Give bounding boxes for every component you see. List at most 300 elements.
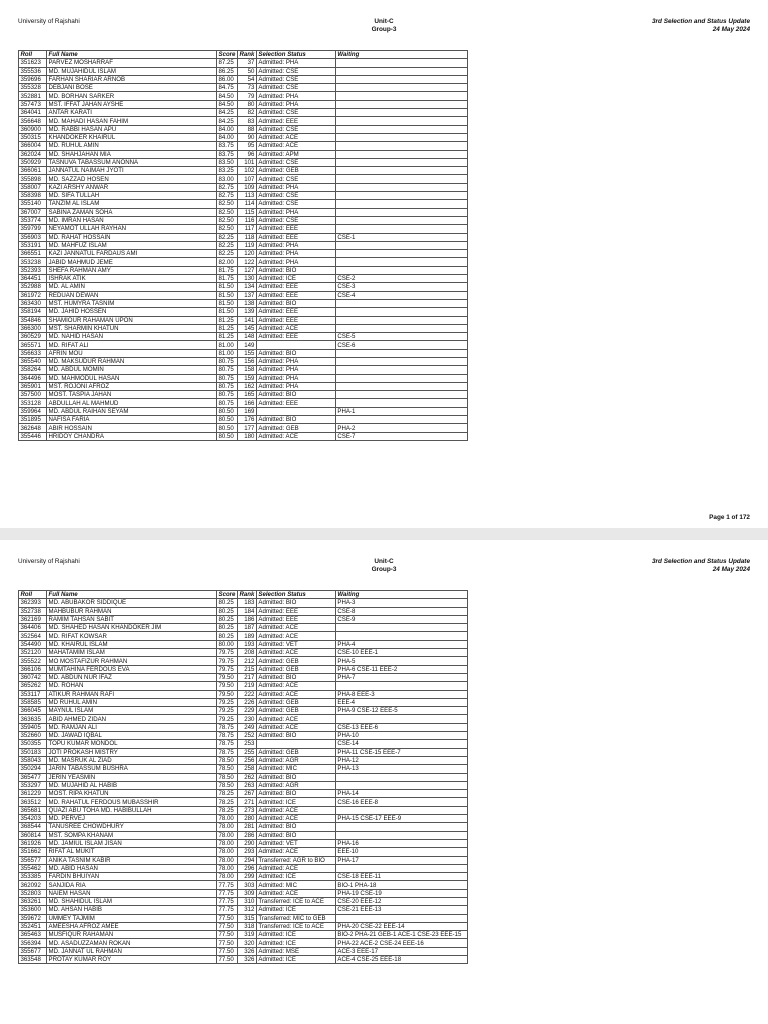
roll-cell: 354846 bbox=[19, 316, 47, 324]
name-cell: KAZI ARSHY ANWAR bbox=[47, 183, 217, 191]
waiting-cell bbox=[335, 864, 467, 872]
status-cell: Admitted: GEB bbox=[256, 698, 335, 706]
roll-cell: 356577 bbox=[19, 856, 47, 864]
waiting-cell bbox=[335, 133, 467, 141]
status-cell: Admitted: ACE bbox=[256, 715, 335, 723]
score-cell: 80.25 bbox=[217, 599, 238, 607]
roll-cell: 355677 bbox=[19, 947, 47, 955]
table-row bbox=[19, 59, 468, 67]
waiting-cell: CSE-4 bbox=[335, 291, 467, 299]
table-row bbox=[19, 216, 468, 224]
roll-cell: 352881 bbox=[19, 92, 47, 100]
name-cell: ANTAR KARATI bbox=[47, 109, 217, 117]
score-cell: 82.25 bbox=[217, 233, 238, 241]
status-cell: Admitted: GEB bbox=[256, 665, 335, 673]
score-cell: 78.75 bbox=[217, 740, 238, 748]
status-cell: Admitted: ACE bbox=[256, 690, 335, 698]
update-heading bbox=[652, 18, 750, 34]
score-cell: 82.50 bbox=[217, 208, 238, 216]
table-row bbox=[19, 316, 468, 324]
score-cell: 77.50 bbox=[217, 956, 238, 964]
roll-cell: 366004 bbox=[19, 142, 47, 150]
table-row bbox=[19, 133, 468, 141]
roll-cell: 358194 bbox=[19, 308, 47, 316]
name-cell: JABID MAHMUD JEME bbox=[47, 258, 217, 266]
score-cell: 84.50 bbox=[217, 92, 238, 100]
table-row bbox=[19, 241, 468, 249]
waiting-cell bbox=[335, 167, 467, 175]
waiting-cell bbox=[335, 183, 467, 191]
score-cell: 82.75 bbox=[217, 183, 238, 191]
name-cell: HRIDOY CHANDRA bbox=[47, 432, 217, 440]
waiting-cell bbox=[335, 92, 467, 100]
group-label: Group-3 bbox=[371, 566, 397, 574]
table-row bbox=[19, 632, 468, 640]
roll-cell: 357500 bbox=[19, 391, 47, 399]
roll-cell: 353774 bbox=[19, 216, 47, 224]
rank-cell: 102 bbox=[238, 167, 257, 175]
waiting-cell: PHA-14 bbox=[335, 790, 467, 798]
university-name: University of Rajshahi bbox=[18, 558, 80, 565]
roll-cell: 367007 bbox=[19, 208, 47, 216]
score-cell: 79.25 bbox=[217, 715, 238, 723]
col-full-name: Full Name bbox=[47, 591, 217, 599]
waiting-cell: CSE-5 bbox=[335, 333, 467, 341]
table-row bbox=[19, 299, 468, 307]
roll-cell: 352393 bbox=[19, 266, 47, 274]
rank-cell: 95 bbox=[238, 142, 257, 150]
table-row bbox=[19, 399, 468, 407]
name-cell: MD. PERVEJ bbox=[47, 815, 217, 823]
roll-cell: 354203 bbox=[19, 815, 47, 823]
name-cell: QUAZI ABU TOHA MD. HABIBULLAH bbox=[47, 806, 217, 814]
name-cell: MD. AHSAN HABIB bbox=[47, 906, 217, 914]
rank-cell: 184 bbox=[238, 607, 257, 615]
status-cell: Admitted: ICE bbox=[256, 906, 335, 914]
roll-cell: 363512 bbox=[19, 798, 47, 806]
table-row bbox=[19, 84, 468, 92]
name-cell: MD. RAHAT HOSSAIN bbox=[47, 233, 217, 241]
score-cell: 79.75 bbox=[217, 657, 238, 665]
rank-cell: 134 bbox=[238, 283, 257, 291]
score-cell: 82.25 bbox=[217, 250, 238, 258]
roll-cell: 350355 bbox=[19, 740, 47, 748]
table-row bbox=[19, 324, 468, 332]
waiting-cell bbox=[335, 632, 467, 640]
name-cell: MD. MAKSUDUR RAHMAN bbox=[47, 357, 217, 365]
name-cell: MD. RABBI HASAN APU bbox=[47, 125, 217, 133]
status-cell: Admitted: CSE bbox=[256, 84, 335, 92]
roll-cell: 365463 bbox=[19, 931, 47, 939]
status-cell: Admitted: AGR bbox=[256, 781, 335, 789]
table-row bbox=[19, 150, 468, 158]
name-cell: NAIEM HASAN bbox=[47, 889, 217, 897]
unit-label: Unit-C bbox=[374, 18, 394, 25]
status-cell: Admitted: CSE bbox=[256, 192, 335, 200]
name-cell: ABIR HOSSAIN bbox=[47, 424, 217, 432]
status-cell: Transferred: ICE to ACE bbox=[256, 897, 335, 905]
rank-cell: 90 bbox=[238, 133, 257, 141]
status-cell: Admitted: CSE bbox=[256, 75, 335, 83]
table-row bbox=[19, 756, 468, 764]
table-row bbox=[19, 109, 468, 117]
status-cell: Admitted: ICE bbox=[256, 798, 335, 806]
table-row bbox=[19, 906, 468, 914]
waiting-cell: CSE-1 bbox=[335, 233, 467, 241]
waiting-cell: PHA-19 CSE-19 bbox=[335, 889, 467, 897]
status-cell: Admitted: BIO bbox=[256, 790, 335, 798]
table-row bbox=[19, 258, 468, 266]
rank-cell: 262 bbox=[238, 773, 257, 781]
score-cell: 77.50 bbox=[217, 931, 238, 939]
roll-cell: 364451 bbox=[19, 275, 47, 283]
rank-cell: 73 bbox=[238, 84, 257, 92]
table-row bbox=[19, 357, 468, 365]
roll-cell: 352564 bbox=[19, 632, 47, 640]
rank-cell: 113 bbox=[238, 192, 257, 200]
rank-cell: 294 bbox=[238, 856, 257, 864]
status-cell: Transferred: ICE to ACE bbox=[256, 922, 335, 930]
status-cell: Admitted: BIO bbox=[256, 299, 335, 307]
waiting-cell bbox=[335, 715, 467, 723]
score-cell: 83.75 bbox=[217, 150, 238, 158]
rank-cell: 255 bbox=[238, 748, 257, 756]
waiting-cell bbox=[335, 175, 467, 183]
unit-group-heading bbox=[18, 558, 750, 574]
roll-cell: 365540 bbox=[19, 357, 47, 365]
rank-cell: 88 bbox=[238, 125, 257, 133]
rank-cell: 315 bbox=[238, 914, 257, 922]
roll-cell: 364406 bbox=[19, 624, 47, 632]
rank-cell: 96 bbox=[238, 150, 257, 158]
status-cell: Admitted: EEE bbox=[256, 233, 335, 241]
score-cell: 80.75 bbox=[217, 366, 238, 374]
rank-cell: 217 bbox=[238, 673, 257, 681]
name-cell: ABDULLAH AL MAHMUD bbox=[47, 399, 217, 407]
table-row bbox=[19, 158, 468, 166]
rank-cell: 116 bbox=[238, 216, 257, 224]
score-cell: 80.00 bbox=[217, 640, 238, 648]
score-cell: 79.50 bbox=[217, 673, 238, 681]
score-cell: 80.50 bbox=[217, 416, 238, 424]
name-cell: RIFAT AL MUKIT bbox=[47, 848, 217, 856]
score-cell: 78.00 bbox=[217, 864, 238, 872]
status-cell: Admitted: ACE bbox=[256, 432, 335, 440]
roll-cell: 355140 bbox=[19, 200, 47, 208]
score-cell: 78.50 bbox=[217, 756, 238, 764]
table-row bbox=[19, 100, 468, 108]
roll-cell: 366300 bbox=[19, 324, 47, 332]
score-cell: 77.75 bbox=[217, 889, 238, 897]
roll-cell: 356903 bbox=[19, 233, 47, 241]
rank-cell: 222 bbox=[238, 690, 257, 698]
waiting-cell bbox=[335, 366, 467, 374]
waiting-cell bbox=[335, 192, 467, 200]
name-cell: MD. ASADUZZAMAN ROKAN bbox=[47, 939, 217, 947]
rank-cell: 155 bbox=[238, 349, 257, 357]
score-cell: 78.50 bbox=[217, 765, 238, 773]
rank-cell: 258 bbox=[238, 765, 257, 773]
waiting-cell bbox=[335, 349, 467, 357]
name-cell: MAHATAMIM ISLAM bbox=[47, 649, 217, 657]
name-cell: ATIKUR RAHMAN RAFI bbox=[47, 690, 217, 698]
table-row bbox=[19, 200, 468, 208]
rank-cell: 156 bbox=[238, 357, 257, 365]
rank-cell: 117 bbox=[238, 225, 257, 233]
score-cell: 82.25 bbox=[217, 241, 238, 249]
rank-cell: 312 bbox=[238, 906, 257, 914]
rank-cell: 109 bbox=[238, 183, 257, 191]
col-waiting: Waiting bbox=[335, 51, 467, 59]
waiting-cell bbox=[335, 100, 467, 108]
table-body bbox=[19, 599, 468, 964]
roll-cell: 350183 bbox=[19, 748, 47, 756]
name-cell: MD. RIFAT ALI bbox=[47, 341, 217, 349]
name-cell: REDUAN DEWAN bbox=[47, 291, 217, 299]
waiting-cell bbox=[335, 624, 467, 632]
waiting-cell: CSE-6 bbox=[335, 341, 467, 349]
score-cell: 84.50 bbox=[217, 100, 238, 108]
name-cell: MD. MUJAHID AL HABIB bbox=[47, 781, 217, 789]
name-cell: MST. ROJONI AFROZ bbox=[47, 382, 217, 390]
status-cell: Admitted: ACE bbox=[256, 133, 335, 141]
roll-cell: 351623 bbox=[19, 59, 47, 67]
waiting-cell: PHA-15 CSE-17 EEE-9 bbox=[335, 815, 467, 823]
col-selection-status: Selection Status bbox=[256, 51, 335, 59]
status-cell: Admitted: BIO bbox=[256, 599, 335, 607]
roll-cell: 351895 bbox=[19, 416, 47, 424]
rank-cell: 318 bbox=[238, 922, 257, 930]
status-cell: Admitted: ICE bbox=[256, 275, 335, 283]
waiting-cell: PHA-13 bbox=[335, 765, 467, 773]
table-row bbox=[19, 839, 468, 847]
rank-cell: 299 bbox=[238, 873, 257, 881]
waiting-cell: PHA-7 bbox=[335, 673, 467, 681]
table-row bbox=[19, 225, 468, 233]
table-row bbox=[19, 407, 468, 415]
roll-cell: 353385 bbox=[19, 873, 47, 881]
roll-cell: 352120 bbox=[19, 649, 47, 657]
status-cell: Admitted: EEE bbox=[256, 283, 335, 291]
score-cell: 80.75 bbox=[217, 382, 238, 390]
table-row bbox=[19, 599, 468, 607]
rank-cell: 320 bbox=[238, 939, 257, 947]
name-cell: MD RUHUL AMIN bbox=[47, 698, 217, 706]
waiting-cell bbox=[335, 773, 467, 781]
table-row bbox=[19, 416, 468, 424]
score-cell: 80.75 bbox=[217, 399, 238, 407]
score-cell: 83.50 bbox=[217, 158, 238, 166]
rank-cell: 253 bbox=[238, 740, 257, 748]
rank-cell: 119 bbox=[238, 241, 257, 249]
score-cell: 81.50 bbox=[217, 291, 238, 299]
waiting-cell bbox=[335, 914, 467, 922]
score-cell: 78.00 bbox=[217, 823, 238, 831]
name-cell: MD. IMRAN HASAN bbox=[47, 216, 217, 224]
score-cell: 81.75 bbox=[217, 266, 238, 274]
status-cell: Admitted: ACE bbox=[256, 649, 335, 657]
status-cell: Admitted: BIO bbox=[256, 391, 335, 399]
update-date: 24 May 2024 bbox=[712, 26, 750, 34]
col-full-name: Full Name bbox=[47, 51, 217, 59]
table-row bbox=[19, 67, 468, 75]
score-cell: 81.50 bbox=[217, 299, 238, 307]
rank-cell: 219 bbox=[238, 682, 257, 690]
update-title: 3rd Selection and Status Update bbox=[651, 18, 750, 25]
score-cell: 79.25 bbox=[217, 698, 238, 706]
status-cell: Admitted: AGR bbox=[256, 756, 335, 764]
name-cell: SHAMIOUR RAHAMAN UPON bbox=[47, 316, 217, 324]
name-cell: TOPU KUMAR MONDOL bbox=[47, 740, 217, 748]
waiting-cell bbox=[335, 299, 467, 307]
roll-cell: 362393 bbox=[19, 599, 47, 607]
score-cell: 84.25 bbox=[217, 109, 238, 117]
status-cell: Admitted: PHA bbox=[256, 374, 335, 382]
table-row bbox=[19, 607, 468, 615]
rank-cell: 115 bbox=[238, 208, 257, 216]
rank-cell: 281 bbox=[238, 823, 257, 831]
waiting-cell bbox=[335, 266, 467, 274]
status-cell: Admitted: EEE bbox=[256, 607, 335, 615]
score-cell: 81.50 bbox=[217, 283, 238, 291]
score-cell: 80.50 bbox=[217, 432, 238, 440]
rank-cell: 186 bbox=[238, 615, 257, 623]
name-cell: MD. ROHAN bbox=[47, 682, 217, 690]
name-cell: RAMIM TAHSAN SABIT bbox=[47, 615, 217, 623]
rank-cell: 149 bbox=[238, 341, 257, 349]
table-row bbox=[19, 374, 468, 382]
roll-cell: 355898 bbox=[19, 175, 47, 183]
rank-cell: 271 bbox=[238, 798, 257, 806]
rank-cell: 230 bbox=[238, 715, 257, 723]
score-cell: 78.50 bbox=[217, 773, 238, 781]
waiting-cell: CSE-16 EEE-8 bbox=[335, 798, 467, 806]
table-row bbox=[19, 92, 468, 100]
name-cell: MST. SHARMIN KHATUN bbox=[47, 324, 217, 332]
rank-cell: 296 bbox=[238, 864, 257, 872]
roll-cell: 353297 bbox=[19, 781, 47, 789]
status-cell: Admitted: PHA bbox=[256, 59, 335, 67]
waiting-cell bbox=[335, 67, 467, 75]
results-table bbox=[18, 590, 468, 964]
waiting-cell bbox=[335, 208, 467, 216]
score-cell: 77.75 bbox=[217, 897, 238, 905]
waiting-cell: PHA-22 ACE-2 CSE-24 EEE-16 bbox=[335, 939, 467, 947]
waiting-cell bbox=[335, 831, 467, 839]
score-cell: 80.50 bbox=[217, 407, 238, 415]
name-cell: MD. ABDUN NUR IFAZ bbox=[47, 673, 217, 681]
score-cell: 80.75 bbox=[217, 357, 238, 365]
status-cell: Admitted: ACE bbox=[256, 889, 335, 897]
name-cell: ISHRAK ATIK bbox=[47, 275, 217, 283]
name-cell: SHEFA RAHMAN AMY bbox=[47, 266, 217, 274]
waiting-cell bbox=[335, 316, 467, 324]
rank-cell: 249 bbox=[238, 723, 257, 731]
rank-cell: 177 bbox=[238, 424, 257, 432]
name-cell: MD. SHAHIDUL ISLAM bbox=[47, 897, 217, 905]
table-row bbox=[19, 117, 468, 125]
status-cell: Admitted: CSE bbox=[256, 109, 335, 117]
name-cell: SANJIDA RIA bbox=[47, 881, 217, 889]
roll-cell: 355328 bbox=[19, 84, 47, 92]
status-cell bbox=[256, 740, 335, 748]
status-cell: Admitted: CSE bbox=[256, 175, 335, 183]
unit-group-heading bbox=[18, 18, 750, 34]
status-cell: Admitted: CSE bbox=[256, 200, 335, 208]
table-row bbox=[19, 333, 468, 341]
status-cell: Admitted: PHA bbox=[256, 183, 335, 191]
name-cell: MD. RIFAT KOWSAR bbox=[47, 632, 217, 640]
table-row bbox=[19, 167, 468, 175]
status-cell bbox=[256, 341, 335, 349]
score-cell: 78.00 bbox=[217, 815, 238, 823]
table-row bbox=[19, 765, 468, 773]
waiting-cell: PHA-20 CSE-22 EEE-14 bbox=[335, 922, 467, 930]
roll-cell: 352660 bbox=[19, 732, 47, 740]
update-heading bbox=[652, 558, 750, 574]
roll-cell: 360814 bbox=[19, 831, 47, 839]
roll-cell: 358007 bbox=[19, 183, 47, 191]
rank-cell: 267 bbox=[238, 790, 257, 798]
roll-cell: 361972 bbox=[19, 291, 47, 299]
table-row bbox=[19, 723, 468, 731]
table-row bbox=[19, 873, 468, 881]
update-title: 3rd Selection and Status Update bbox=[651, 558, 750, 565]
rank-cell: 130 bbox=[238, 275, 257, 283]
name-cell: MOST. TASPIA JAHAN bbox=[47, 391, 217, 399]
status-cell: Admitted: EEE bbox=[256, 615, 335, 623]
score-cell: 78.50 bbox=[217, 781, 238, 789]
waiting-cell bbox=[335, 84, 467, 92]
score-cell: 82.50 bbox=[217, 200, 238, 208]
rank-cell: 166 bbox=[238, 399, 257, 407]
table-row bbox=[19, 657, 468, 665]
waiting-cell: PHA-8 EEE-3 bbox=[335, 690, 467, 698]
waiting-cell: PHA-10 bbox=[335, 732, 467, 740]
waiting-cell: CSE-10 EEE-1 bbox=[335, 649, 467, 657]
status-cell: Admitted: ICE bbox=[256, 956, 335, 964]
rank-cell: 326 bbox=[238, 947, 257, 955]
name-cell: AFRIN MOU bbox=[47, 349, 217, 357]
table-row bbox=[19, 790, 468, 798]
rank-cell: 54 bbox=[238, 75, 257, 83]
waiting-cell: CSE-21 EEE-13 bbox=[335, 906, 467, 914]
table-row bbox=[19, 740, 468, 748]
roll-cell: 363430 bbox=[19, 299, 47, 307]
rank-cell: 189 bbox=[238, 632, 257, 640]
roll-cell: 365571 bbox=[19, 341, 47, 349]
roll-cell: 359672 bbox=[19, 914, 47, 922]
score-cell: 77.50 bbox=[217, 939, 238, 947]
roll-cell: 366551 bbox=[19, 250, 47, 258]
status-cell: Admitted: GEB bbox=[256, 167, 335, 175]
score-cell: 78.00 bbox=[217, 848, 238, 856]
rank-cell: 180 bbox=[238, 432, 257, 440]
name-cell: MD. BORHAN SARKER bbox=[47, 92, 217, 100]
name-cell: MST. HUMYRA TASNIM bbox=[47, 299, 217, 307]
table-row bbox=[19, 291, 468, 299]
roll-cell: 365262 bbox=[19, 682, 47, 690]
rank-cell: 79 bbox=[238, 92, 257, 100]
roll-cell: 358264 bbox=[19, 366, 47, 374]
rank-cell: 118 bbox=[238, 233, 257, 241]
table-row bbox=[19, 707, 468, 715]
score-cell: 77.75 bbox=[217, 881, 238, 889]
score-cell: 80.25 bbox=[217, 615, 238, 623]
table-row bbox=[19, 183, 468, 191]
rank-cell: 114 bbox=[238, 200, 257, 208]
score-cell: 81.25 bbox=[217, 316, 238, 324]
